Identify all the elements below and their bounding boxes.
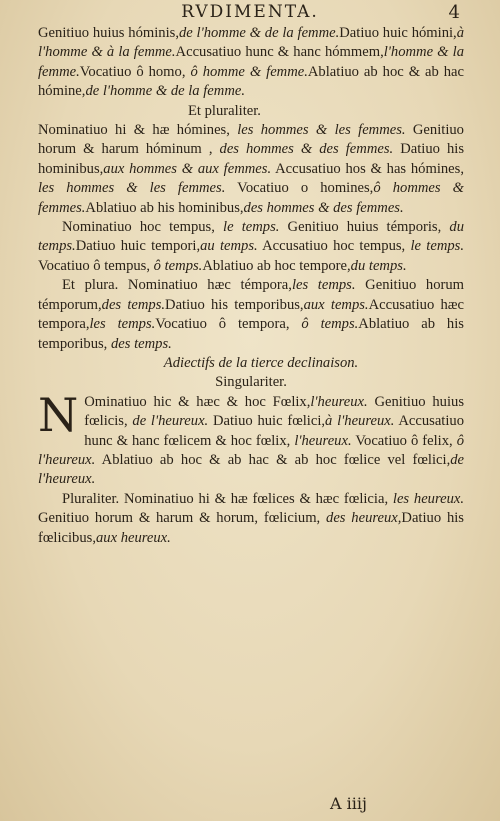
latin-text: Vocatiuo o homines, (225, 180, 374, 197)
french-gloss: les hommes & les femmes. (38, 180, 226, 197)
french-gloss: le temps. (410, 238, 464, 255)
latin-text: Genitiuo horum & harum & horum, fœlicium, (38, 510, 327, 527)
latin-text: Ablatiuo ab his temporibus, (38, 316, 464, 352)
latin-text: Nominatiuo hoc tempus, (62, 219, 224, 236)
french-gloss: ô homme & femme. (190, 63, 308, 80)
section-title: Adiectifs de la tierce declinaison. (163, 354, 359, 371)
heading-singulariter: Singulariter. (215, 374, 287, 391)
french-gloss: aux temps. (303, 296, 369, 313)
french-gloss: aux heureux. (95, 529, 171, 546)
latin-text: Ablatiuo ab hoc & ab hac hómine, (38, 63, 465, 100)
french-gloss: l'heureux. (294, 432, 352, 449)
french-gloss: des temps. (101, 296, 166, 313)
latin-text: Accusatiuo hoc tempus, (257, 238, 411, 255)
french-gloss: ô hommes & femmes. (38, 180, 464, 216)
french-gloss: du temps. (38, 219, 464, 255)
latin-text: Genitiuo horum témporum, (38, 277, 465, 313)
french-gloss: des heureux, (326, 510, 402, 527)
latin-text: Accusatiuo hæc tempora, (38, 296, 464, 333)
french-gloss: des hommes & des femmes. (243, 199, 404, 216)
latin-text: Vocatiuo ô felix, (351, 432, 457, 449)
running-head: RVDIMENTA. (181, 2, 319, 22)
latin-text: Datiuo huic tempori, (75, 238, 201, 255)
latin-text: Datiuo his temporibus, (165, 296, 304, 313)
french-gloss: de l'heureux. (132, 413, 209, 430)
french-gloss: les temps. (89, 316, 156, 333)
latin-text: Genitiuo huius hóminis, (38, 25, 179, 41)
felix-plural-paragraph (38, 490, 464, 548)
latin-text: Vocatiuo ô tempus, (38, 257, 154, 274)
felix-singular-paragraph (38, 387, 464, 488)
tempus-plural-paragraph (38, 276, 464, 354)
latin-text: Genitiuo horum & harum hóminum , (38, 122, 464, 158)
latin-text: Datiuo huic hómini, (339, 25, 457, 41)
body-text (38, 24, 464, 548)
latin-text: Datiuo huic fœlici, (208, 413, 326, 430)
signature-mark: A iiij (330, 794, 367, 813)
latin-text: Accusatiuo hos & has hómines, (271, 160, 464, 177)
page-header (0, 2, 500, 24)
french-gloss: à l'homme & à la femme. (38, 25, 464, 61)
latin-text: Datiuo his fœlicibus, (38, 510, 464, 546)
homo-plural-paragraph (38, 121, 464, 218)
latin-text: Ablatiuo ab hoc & ab hac & ab hoc fœlice vel fœlici, (95, 451, 451, 468)
tempus-singular-paragraph (38, 218, 464, 276)
latin-text: Accusatiuo hunc & hanc fœlicem & hoc fœlix, (84, 413, 464, 449)
latin-text: Nominatiuo hi & hæ hómines, (38, 122, 238, 139)
french-gloss: aux hommes & aux femmes. (103, 160, 272, 177)
french-gloss: ô temps. (301, 316, 359, 333)
french-gloss: des hommes & des femmes. (219, 141, 394, 158)
french-gloss: ô l'heureux. (38, 432, 464, 468)
latin-text: Genitiuo huius fœlicis, (84, 393, 464, 430)
french-gloss: du temps. (350, 257, 407, 274)
latin-text: Et plura. Nominatiuo hæc témpora, (62, 277, 292, 294)
homo-singular-paragraph (38, 24, 464, 102)
heading-et-pluraliter: Et pluraliter. (188, 102, 261, 119)
latin-text: Ominatiuo hic & hæc & hoc Fœlix, (84, 393, 311, 410)
latin-text: Genitiuo huius témporis, (279, 219, 450, 236)
french-gloss: des temps. (110, 335, 172, 352)
page-number: 4 (448, 2, 460, 23)
latin-text: Ablatiuo ab hoc tempore, (202, 257, 351, 274)
french-gloss: de l'homme & de la femme. (85, 83, 245, 100)
french-gloss: les hommes & les femmes. (237, 122, 406, 139)
french-gloss: de l'homme & de la femme. (178, 25, 340, 41)
latin-text: Vocatiuo ô tempora, (155, 316, 302, 333)
drop-cap: N (38, 387, 79, 442)
french-gloss: les temps. (291, 277, 356, 294)
latin-text: Accusatiuo hunc & hanc hómmem, (175, 44, 384, 61)
felix-singular-block (38, 387, 464, 490)
french-gloss: au temps. (200, 238, 258, 255)
french-gloss: à l'heureux. (325, 413, 395, 430)
french-gloss: l'heureux. (310, 393, 368, 410)
latin-text: Pluraliter. Nominatiuo hi & hæ fœlices & hæc fœlicia, (62, 490, 393, 507)
latin-text: Datiuo his hominibus, (38, 141, 464, 177)
french-gloss: de l'heureux. (38, 451, 464, 488)
latin-text: Ablatiuo ab his hominibus, (85, 199, 244, 216)
french-gloss: l'homme & la femme. (38, 44, 465, 80)
french-gloss: les heureux. (392, 490, 465, 507)
french-gloss: le temps. (223, 219, 280, 236)
french-gloss: ô temps. (153, 257, 203, 274)
latin-text: Vocatiuo ô homo, (79, 63, 191, 80)
